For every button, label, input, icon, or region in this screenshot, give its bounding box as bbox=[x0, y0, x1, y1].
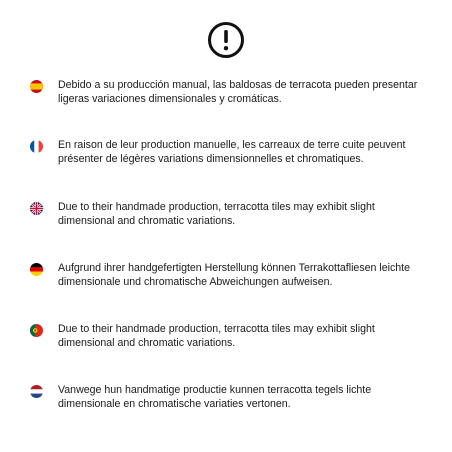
notice-text-fr: En raison de leur production manuelle, les carreaux de terre cuite peuvent présenter de légères variations dimensionnelles et chromatiques. bbox=[58, 139, 406, 166]
flag-uk-icon bbox=[30, 202, 43, 215]
flag-spain-icon bbox=[30, 80, 43, 93]
exclamation-circle-icon bbox=[207, 21, 245, 59]
notice-en bbox=[30, 200, 430, 228]
notice-text-nl: Vanwege hun handmatige productie kunnen terracotta tegels lichte dimensionale en chromatische variaties vertonen. bbox=[58, 384, 372, 411]
notice-fr bbox=[30, 138, 430, 166]
notice-es bbox=[30, 78, 430, 106]
flag-netherlands-icon bbox=[30, 385, 43, 398]
notice-text-en: Due to their handmade production, terracotta tiles may exhibit slight dimensional and chromatic variations. bbox=[58, 201, 375, 228]
notice-text-es: Debido a su producción manual, las baldosas de terracota pueden presentar ligeras variaciones dimensionales y cromáticas. bbox=[58, 79, 418, 106]
notice-text-pt: Due to their handmade production, terracotta tiles may exhibit slight dimensional and chromatic variations. bbox=[58, 323, 375, 350]
flag-france-icon bbox=[30, 140, 43, 153]
notice-nl bbox=[30, 383, 430, 411]
notice-pt bbox=[30, 322, 430, 350]
flag-germany-icon bbox=[30, 263, 43, 276]
notice-de bbox=[30, 261, 430, 289]
notice-text-de: Aufgrund ihrer handgefertigten Herstellung können Terrakottafliesen leichte dimensionale und chromatische Abweichungen aufweisen. bbox=[58, 262, 410, 289]
flag-portugal-icon bbox=[30, 324, 43, 337]
